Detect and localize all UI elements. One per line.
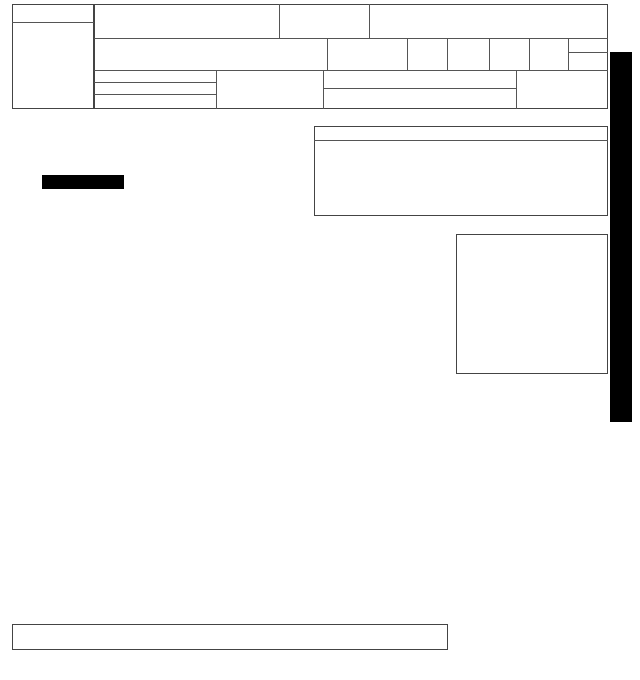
- side-banner: [610, 52, 632, 422]
- special-box: [12, 624, 448, 650]
- venue-badge: [42, 175, 124, 189]
- lot-box: [12, 4, 94, 109]
- right-detail-box: [456, 234, 608, 374]
